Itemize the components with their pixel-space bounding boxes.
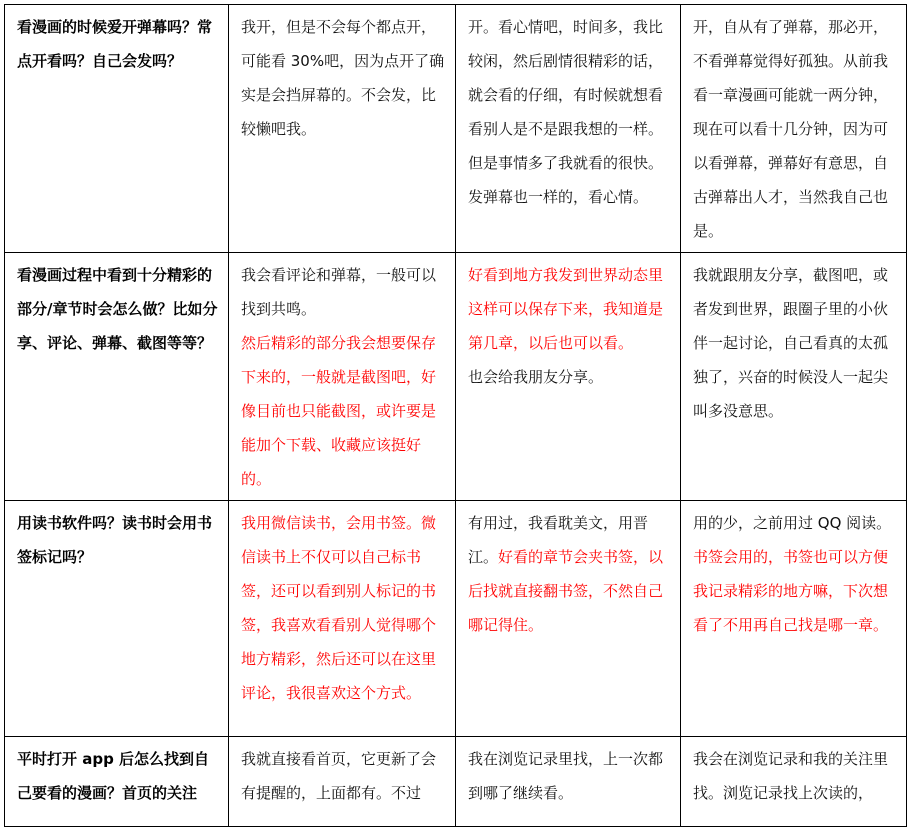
table-row [5, 737, 907, 827]
answer-cell [229, 501, 456, 737]
answer-cell [681, 253, 907, 501]
answer-text: 我在浏览记录里找，上一次都到哪了继续看。 [468, 750, 664, 802]
table-row [5, 5, 907, 253]
table-row [5, 501, 907, 737]
highlighted-answer-text: 好看的章节会夹书签，以后找就直接翻书签，不然自己哪记得住。 [468, 548, 664, 634]
answer-cell [681, 5, 907, 253]
interview-table [4, 4, 907, 827]
answer-cell [229, 253, 456, 501]
answer-text: 开。看心情吧，时间多，我比较闲，然后剧情很精彩的话，就会看的仔细，有时候就想看看别人是不是跟我想的一样。但是事情多了我就看的很快。发弹幕也一样的，看心情。 [468, 18, 664, 206]
answer-text: 我会看评论和弹幕，一般可以找到共鸣。 [241, 266, 437, 318]
answer-cell [456, 5, 681, 253]
answer-cell [681, 737, 907, 827]
answer-cell [456, 501, 681, 737]
answer-cell [456, 253, 681, 501]
highlighted-answer-text: 书签会用的，书签也可以方便我记录精彩的地方嘛，下次想看了不用再自己找是哪一章。 [693, 548, 889, 634]
question-cell: 看漫画过程中看到十分精彩的部分/章节时会怎么做？比如分享、评论、弹幕、截图等等？ [5, 253, 229, 501]
answer-text: 也会给我朋友分享。 [468, 368, 604, 386]
answer-cell [681, 501, 907, 737]
table-row [5, 253, 907, 501]
highlighted-answer-text: 我用微信读书，会用书签。微信读书上不仅可以自己标书签，还可以看到别人标记的书签，我喜欢看看别人觉得哪个地方精彩，然后还可以在这里评论，我很喜欢这个方式。 [241, 514, 437, 702]
question-cell: 用读书软件吗？读书时会用书签标记吗？ [5, 501, 229, 737]
question-cell: 平时打开 app 后怎么找到自己要看的漫画？首页的关注 [5, 737, 229, 827]
answer-text: 我就跟朋友分享，截图吧，或者发到世界，跟圈子里的小伙伴一起讨论，自己看真的太孤独了，兴奋的时候没人一起尖叫多没意思。 [693, 266, 889, 420]
answer-cell [456, 737, 681, 827]
answer-text: 用的少，之前用过 QQ 阅读。 [693, 514, 892, 532]
highlighted-answer-text: 然后精彩的部分我会想要保存下来的，一般就是截图吧，好像目前也只能截图，或许要是能加个下载、收藏应该挺好的。 [241, 334, 437, 488]
answer-text: 我就直接看首页，它更新了会有提醒的，上面都有。不过 [241, 750, 437, 802]
question-cell: 看漫画的时候爱开弹幕吗？常点开看吗？自己会发吗？ [5, 5, 229, 253]
answer-cell [229, 737, 456, 827]
answer-text: 我会在浏览记录和我的关注里找。浏览记录找上次读的， [693, 750, 889, 802]
highlighted-answer-text: 好看到地方我发到世界动态里这样可以保存下来，我知道是第几章，以后也可以看。 [468, 266, 664, 352]
answer-cell [229, 5, 456, 253]
answer-text: 有用过，我看耽美文，用晋江。 [468, 514, 649, 566]
answer-text: 开，自从有了弹幕，那必开，不看弹幕觉得好孤独。从前我看一章漫画可能就一两分钟，现在可以看十几分钟，因为可以看弹幕，弹幕好有意思，自古弹幕出人才，当然我自己也是。 [693, 18, 889, 240]
answer-text: 我开，但是不会每个都点开，可能看 30%吧，因为点开了确实是会挡屏幕的。不会发，比较懒吧我。 [241, 18, 445, 138]
